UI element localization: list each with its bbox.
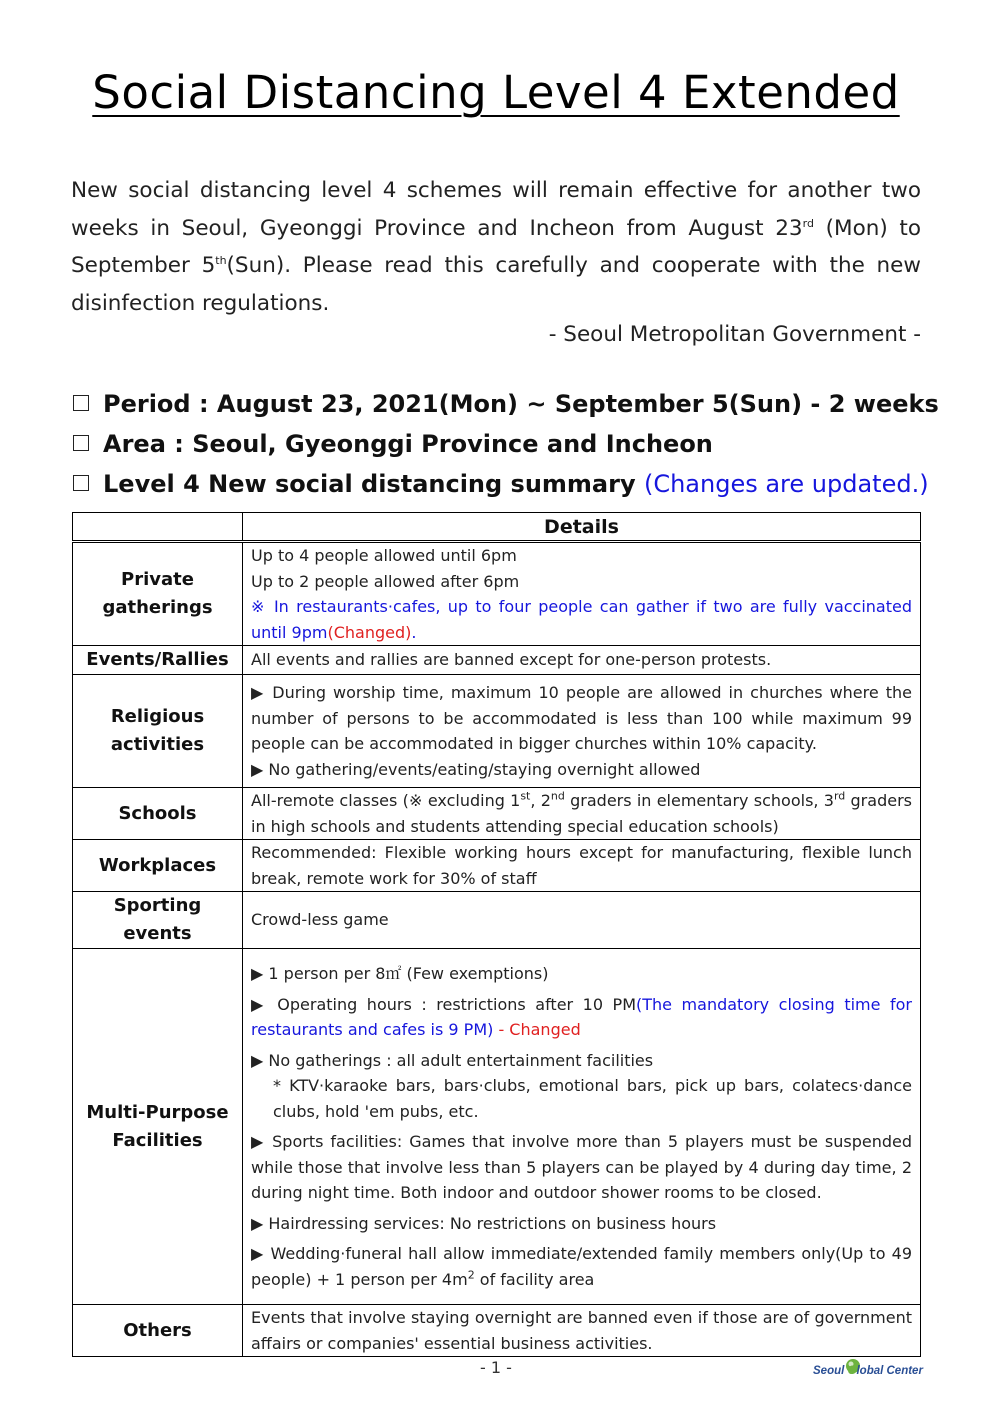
signature: - Seoul Metropolitan Government -: [548, 322, 921, 347]
summary-list: [73, 386, 939, 506]
row-label-workplaces: Workplaces: [73, 840, 243, 892]
changes-note: (Changes are updated.): [643, 470, 929, 498]
table-header-row: [73, 513, 921, 542]
table-row: [73, 675, 921, 788]
checkbox-square-icon: [73, 435, 89, 451]
table-row: [73, 1305, 921, 1357]
schools-details: All-remote classes (※ excluding 1st, 2nd graders in elementary schools, 3rd graders in high schools and students attending special education schools): [243, 788, 921, 840]
row-label-religious: Religious activities: [73, 675, 243, 788]
row-label-sporting: Sporting events: [73, 892, 243, 949]
row-label-private-gatherings: Private gatherings: [73, 542, 243, 646]
workplaces-details: Recommended: Flexible working hours except for manufacturing, flexible lunch break, remote work for 30% of staff: [243, 840, 921, 892]
table-row: [73, 788, 921, 840]
table-row: [73, 892, 921, 949]
header-empty-cell: [73, 513, 243, 542]
sporting-details: Crowd-less game: [243, 892, 921, 949]
row-label-schools: Schools: [73, 788, 243, 840]
table-row: [73, 542, 921, 646]
row-label-others: Others: [73, 1305, 243, 1357]
multi-purpose-details: ▶ 1 person per 8㎡ (Few exemptions) ▶ Operating hours : restrictions after 10 PM(The mandatory closing time for restaurants and cafes is 9 PM) - Changed ▶ No gatherings : all adult entertainment facilities * KTV·karaoke bars, bars·clubs, emotional bars, pick up bars, colatecs·dance clubs, hold 'em pubs, etc. ▶ Sports facilities: Games that involve more than 5 players must be suspended while those that involve less than 5 players can be played by 4 during day time, 2 during night time. Both indoor and outdoor shower rooms to be closed. ▶ Hairdressing services: No restrictions on business hours ▶ Wedding·funeral hall allow immediate/extended family members only(Up to 49 people) + 1 person per $4m^2$ of facility area: [243, 949, 921, 1305]
checkbox-square-icon: [73, 395, 89, 411]
area-line: Area : Seoul, Gyeonggi Province and Incheon: [73, 426, 933, 466]
others-details: Events that involve staying overnight are banned even if those are of government affairs or companies' essential business activities.: [243, 1305, 921, 1357]
page-title: Social Distancing Level 4 Extended: [92, 66, 900, 119]
private-gatherings-details: Up to 4 people allowed until 6pm Up to 2 people allowed after 6pm ※ In restaurants·cafes, up to four people can gather if two are fully vaccinated until 9pm(Changed).: [243, 542, 921, 646]
seoul-global-center-logo: Seoul Global Center: [813, 1357, 923, 1381]
measures-table: [72, 512, 921, 1357]
period-line: Period : August 23, 2021(Mon) ~ September 5(Sun) - 2 weeks: [73, 386, 933, 426]
level-summary-line: Level 4 New social distancing summary (Changes are updated.): [73, 466, 933, 506]
row-label-events: Events/Rallies: [73, 646, 243, 675]
details-header: Details: [243, 513, 921, 542]
page-number: - 1 -: [480, 1358, 512, 1377]
table-row: [73, 840, 921, 892]
events-details: All events and rallies are banned except for one-person protests.: [243, 646, 921, 675]
table-row: [73, 949, 921, 1305]
intro-paragraph: New social distancing level 4 schemes will remain effective for another two weeks in Seoul, Gyeonggi Province and Incheon from August 23rd (Mon) to September 5th(Sun). Please read this carefully and cooperate with the new disinfection regulations.: [71, 178, 922, 316]
row-label-multi-purpose: Multi-Purpose Facilities: [73, 949, 243, 1305]
religious-details: ▶ During worship time, maximum 10 people are allowed in churches where the number of persons to be accommodated is less than 100 while maximum 99 people can be accommodated in bigger churches within 10% capacity. ▶ No gathering/events/eating/staying overnight allowed: [243, 675, 921, 788]
changed-tag: (Changed): [327, 622, 412, 642]
table-row: [73, 646, 921, 675]
checkbox-square-icon: [73, 475, 89, 491]
